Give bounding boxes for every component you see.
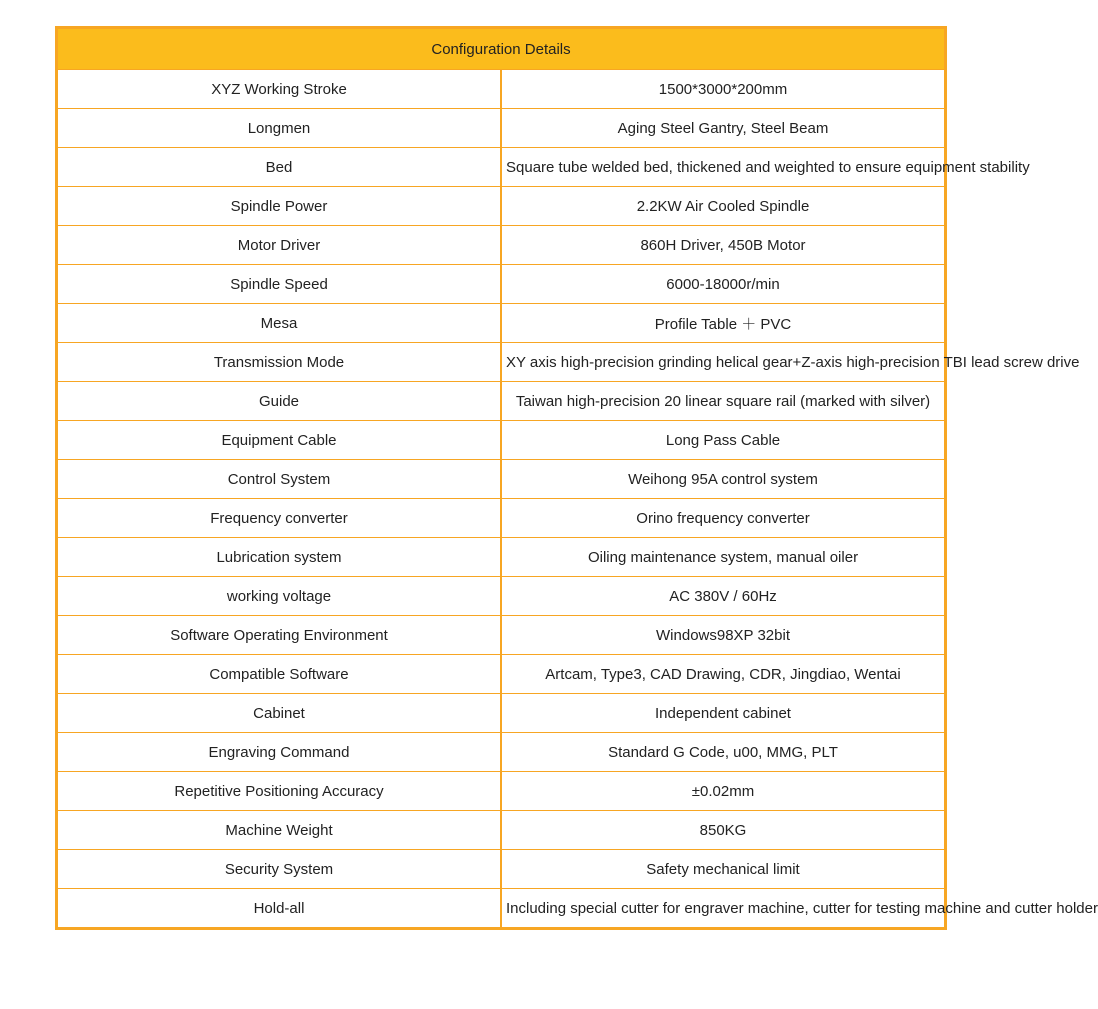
table-row: [57, 421, 946, 460]
table-header-row: [57, 28, 946, 70]
table-row: [57, 616, 946, 655]
table-row: [57, 655, 946, 694]
spec-value: 1500*3000*200mm: [501, 70, 946, 109]
spec-label: Lubrication system: [57, 538, 502, 577]
spec-value: Independent cabinet: [501, 694, 946, 733]
spec-label: Security System: [57, 850, 502, 889]
spec-label: Compatible Software: [57, 655, 502, 694]
spec-label: Transmission Mode: [57, 343, 502, 382]
table-row: [57, 265, 946, 304]
spec-label: Mesa: [57, 304, 502, 343]
spec-label: Hold-all: [57, 889, 502, 929]
spec-value: Long Pass Cable: [501, 421, 946, 460]
spec-value: ±0.02mm: [501, 772, 946, 811]
table-row: [57, 811, 946, 850]
table-row: [57, 733, 946, 772]
table-row: [57, 70, 946, 109]
table-row: [57, 304, 946, 343]
spec-value: Windows98XP 32bit: [501, 616, 946, 655]
spec-label: working voltage: [57, 577, 502, 616]
spec-label: Machine Weight: [57, 811, 502, 850]
spec-label: XYZ Working Stroke: [57, 70, 502, 109]
spec-value: Weihong 95A control system: [501, 460, 946, 499]
spec-value: Orino frequency converter: [501, 499, 946, 538]
spec-value: Square tube welded bed, thickened and weighted to ensure equipment stability: [501, 148, 946, 187]
spec-value: AC 380V / 60Hz: [501, 577, 946, 616]
table-row: [57, 187, 946, 226]
spec-label: Control System: [57, 460, 502, 499]
spec-label: Longmen: [57, 109, 502, 148]
spec-label: Software Operating Environment: [57, 616, 502, 655]
spec-value: Safety mechanical limit: [501, 850, 946, 889]
table-row: [57, 577, 946, 616]
spec-value: Profile Table ＋ PVC: [501, 304, 946, 343]
spec-value: Oiling maintenance system, manual oiler: [501, 538, 946, 577]
table-header: Configuration Details: [57, 28, 946, 70]
spec-value: Standard G Code, u00, MMG, PLT: [501, 733, 946, 772]
table-row: [57, 499, 946, 538]
table-row: [57, 538, 946, 577]
spec-value: Including special cutter for engraver machine, cutter for testing machine and cutter holder: [506, 899, 1098, 917]
spec-value: Artcam, Type3, CAD Drawing, CDR, Jingdiao, Wentai: [501, 655, 946, 694]
spec-label: Cabinet: [57, 694, 502, 733]
table-row: [57, 694, 946, 733]
spec-label: Guide: [57, 382, 502, 421]
spec-label: Spindle Speed: [57, 265, 502, 304]
table-row: [57, 460, 946, 499]
table-row: [57, 226, 946, 265]
spec-label: Motor Driver: [57, 226, 502, 265]
spec-value: Aging Steel Gantry, Steel Beam: [501, 109, 946, 148]
table-row: [57, 109, 946, 148]
spec-label: Engraving Command: [57, 733, 502, 772]
spec-value: 850KG: [501, 811, 946, 850]
spec-label: Bed: [57, 148, 502, 187]
spec-value: 2.2KW Air Cooled Spindle: [501, 187, 946, 226]
spec-value: 860H Driver, 450B Motor: [501, 226, 946, 265]
spec-value: 6000-18000r/min: [501, 265, 946, 304]
spec-value: Taiwan high-precision 20 linear square rail (marked with silver): [501, 382, 946, 421]
configuration-table: [55, 26, 1098, 930]
table-row: [57, 343, 946, 382]
table-row: [57, 889, 946, 929]
spec-label: Equipment Cable: [57, 421, 502, 460]
spec-label: Frequency converter: [57, 499, 502, 538]
spec-label: Repetitive Positioning Accuracy: [57, 772, 502, 811]
table-row: [57, 850, 946, 889]
table-row: [57, 382, 946, 421]
table-row: [57, 772, 946, 811]
table-row: [57, 148, 946, 187]
spec-label: Spindle Power: [57, 187, 502, 226]
spec-value: XY axis high-precision grinding helical gear+Z-axis high-precision TBI lead screw drive: [501, 343, 946, 382]
